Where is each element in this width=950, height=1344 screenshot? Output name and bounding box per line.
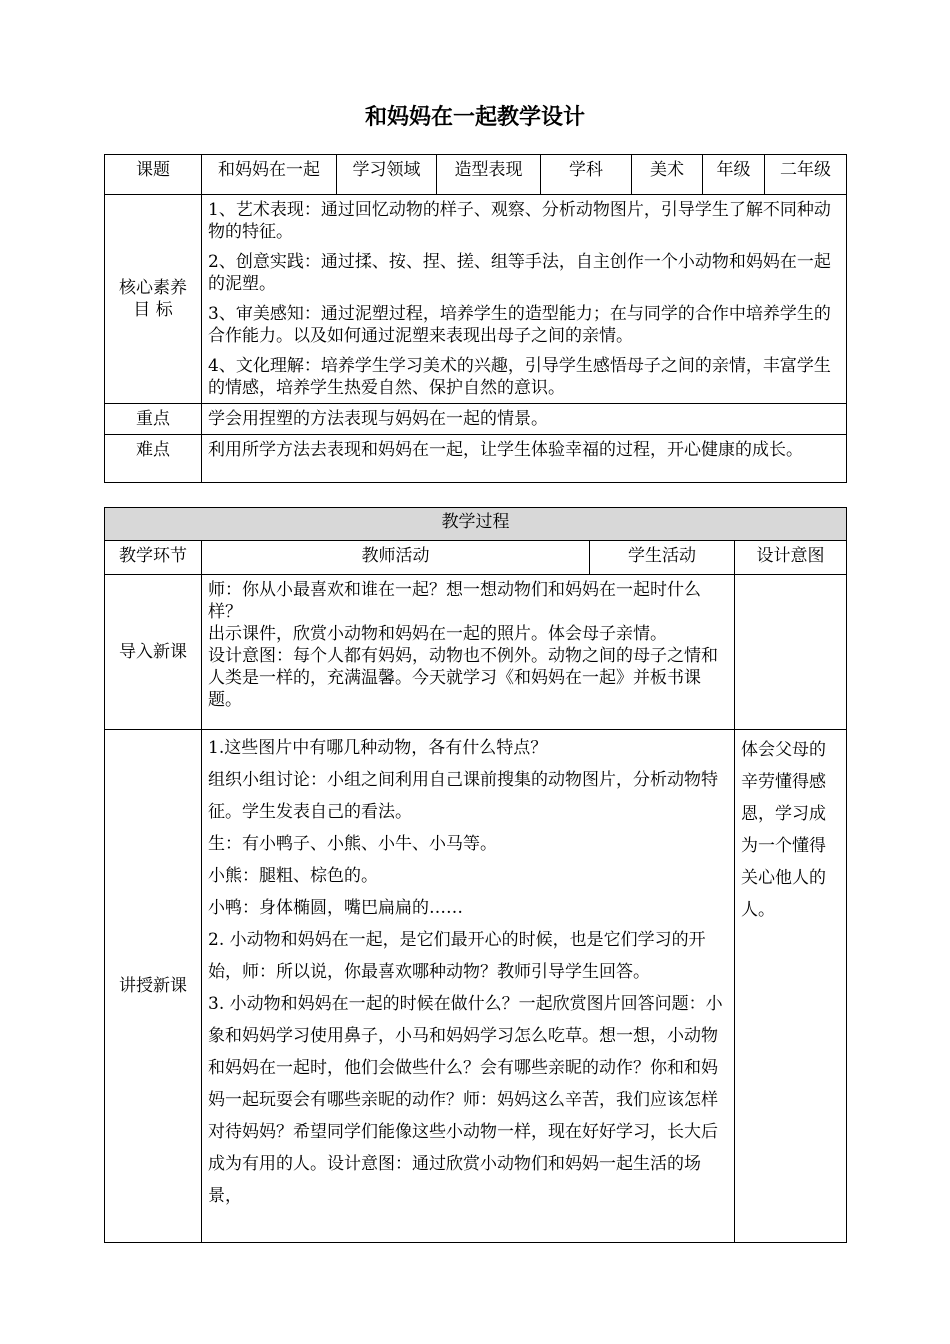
difficulty-label: 难点 xyxy=(105,435,202,483)
teaching-process-table xyxy=(104,507,847,1243)
key-point-label: 重点 xyxy=(105,404,202,435)
core-goals-label: 核心素养 目 标 xyxy=(105,195,202,404)
col-stage-header: 教学环节 xyxy=(105,541,202,575)
grade-label: 年级 xyxy=(703,155,765,195)
topic-label: 课题 xyxy=(105,155,202,195)
core-goal-item: 2、创意实践：通过揉、按、捏、搓、组等手法，自主创作一个小动物和妈妈在一起的泥塑。 xyxy=(208,252,831,294)
teacher-line: 设计意图：每个人都有妈妈，动物也不例外。动物之间的母子之情和人类是一样的，充满温馨。今天就学习《和妈妈在一起》并板书课题。 xyxy=(208,646,718,710)
teacher-line: 小鸭：身体椭圆，嘴巴扁扁的…… xyxy=(208,898,463,918)
subject-value: 美术 xyxy=(632,155,703,195)
key-point-value: 学会用捏塑的方法表现与妈妈在一起的情景。 xyxy=(202,404,847,435)
col-teacher-header: 教师活动 xyxy=(202,541,590,575)
teacher-line: 出示课件，欣赏小动物和妈妈在一起的照片。体会母子亲情。 xyxy=(208,624,667,644)
document-title: 和妈妈在一起教学设计 xyxy=(364,105,585,130)
teacher-line: 2. 小动物和妈妈在一起，是它们最开心的时候，也是它们学习的开始，师：所以说，你最喜欢哪种动物？教师引导学生回答。 xyxy=(208,930,706,982)
teacher-activity-new-lesson xyxy=(202,730,735,1243)
process-header: 教学过程 xyxy=(105,508,847,541)
core-goals-content xyxy=(202,195,847,404)
teacher-line: 1.这些图片中有哪几种动物，各有什么特点？ xyxy=(208,738,548,758)
intent-intro xyxy=(735,575,847,730)
teacher-line: 生：有小鸭子、小熊、小牛、小马等。 xyxy=(208,834,497,854)
intent-new-lesson: 体会父母的辛劳懂得感恩，学习成为一个懂得关心他人的人。 xyxy=(735,730,847,1243)
core-goal-item: 4、文化理解：培养学生学习美术的兴趣，引导学生感悟母子之间的亲情，丰富学生的情感，培养学生热爱自然、保护自然的意识。 xyxy=(208,356,831,398)
field-value: 造型表现 xyxy=(437,155,541,195)
col-student-header: 学生活动 xyxy=(590,541,735,575)
topic-value: 和妈妈在一起 xyxy=(202,155,337,195)
teacher-line: 3. 小动物和妈妈在一起的时候在做什么？一起欣赏图片回答问题：小象和妈妈学习使用鼻子，小马和妈妈学习怎么吃草。想一想，小动物和妈妈在一起时，他们会做些什么？会有哪些亲昵的动作？你和和妈妈一起玩耍会有哪些亲昵的动作？师：妈妈这么辛苦，我们应该怎样对待妈妈？希望同学们能像这些小动物一样，现在好好学习，长大后成为有用的人。设计意图：通过欣赏小动物们和妈妈一起生活的场景， xyxy=(208,994,723,1206)
course-info-table xyxy=(104,154,847,483)
stage-intro: 导入新课 xyxy=(105,575,202,730)
teacher-line: 小熊：腿粗、棕色的。 xyxy=(208,866,378,886)
core-goal-item: 1、艺术表现：通过回忆动物的样子、观察、分析动物图片，引导学生了解不同种动物的特征。 xyxy=(208,200,831,242)
teacher-line: 师：你从小最喜欢和谁在一起？想一想动物们和妈妈在一起时什么样？ xyxy=(208,580,701,622)
difficulty-value: 利用所学方法去表现和妈妈在一起，让学生体验幸福的过程，开心健康的成长。 xyxy=(202,435,847,483)
teacher-activity-intro xyxy=(202,575,735,730)
core-goal-item: 3、审美感知：通过泥塑过程，培养学生的造型能力；在与同学的合作中培养学生的合作能力。以及如何通过泥塑来表现出母子之间的亲情。 xyxy=(208,304,831,346)
grade-value: 二年级 xyxy=(765,155,847,195)
col-intent-header: 设计意图 xyxy=(735,541,847,575)
field-label: 学习领域 xyxy=(337,155,437,195)
teacher-line: 组织小组讨论：小组之间利用自己课前搜集的动物图片，分析动物特征。学生发表自己的看法。 xyxy=(208,770,718,822)
subject-label: 学科 xyxy=(541,155,632,195)
stage-new-lesson: 讲授新课 xyxy=(105,730,202,1243)
